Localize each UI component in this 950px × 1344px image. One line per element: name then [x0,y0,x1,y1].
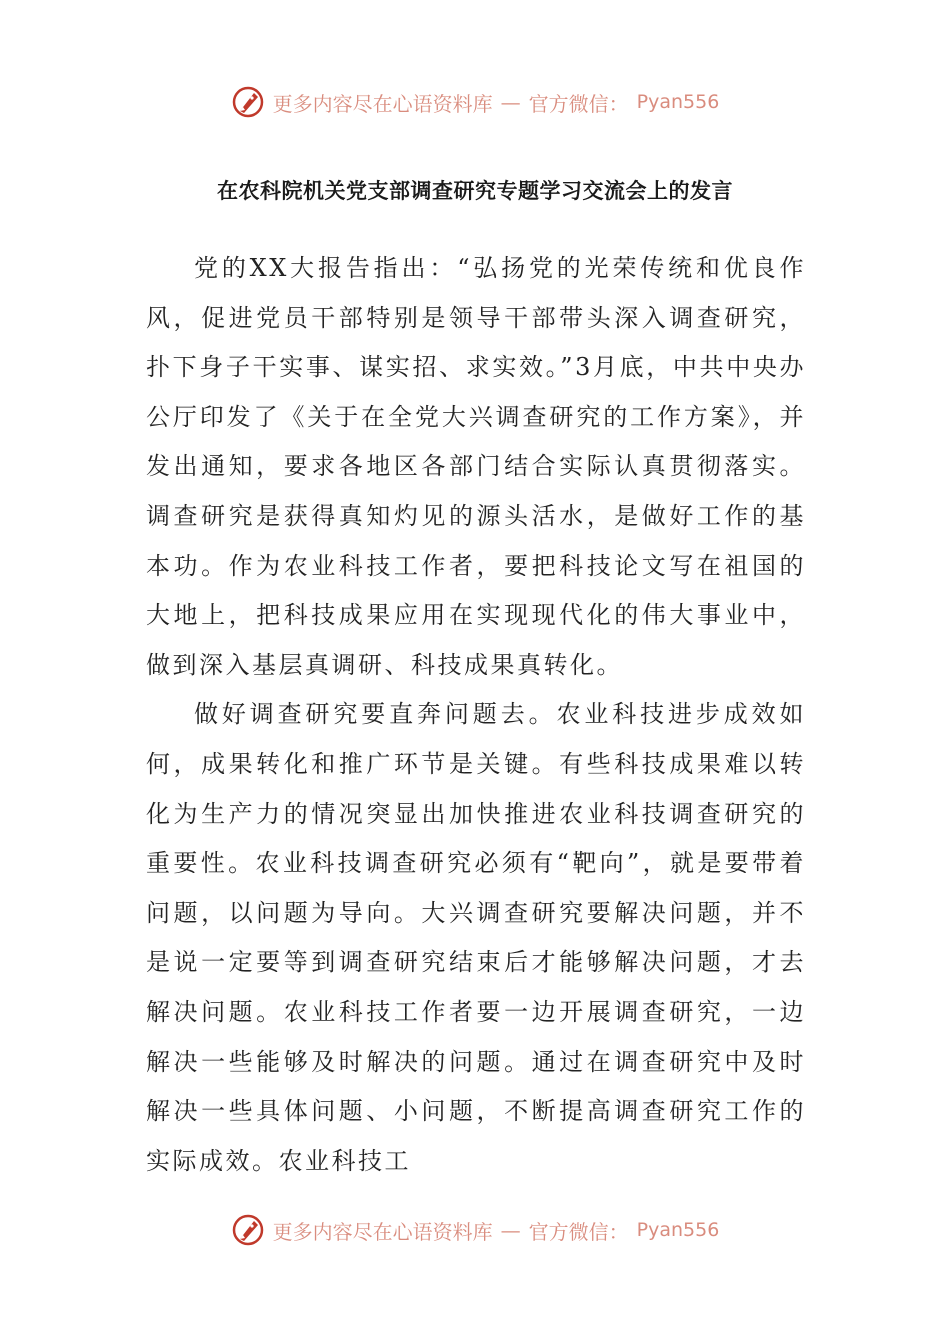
footer-separator: — [500,1218,521,1242]
header-banner [0,82,950,122]
pen-nib-logo-icon [231,85,265,119]
document-title: 在农科院机关党支部调查研究专题学习交流会上的发言 [217,179,733,203]
footer-wechat-label: 官方微信： [528,1219,629,1244]
header-brand-text: 更多内容尽在心语资料库 [272,91,493,116]
header-separator: — [500,90,521,114]
footer-banner [0,1210,950,1250]
paragraph-2: 做好调查研究要直奔问题去。农业科技进步成效如何，成果转化和推广环节是关键。有些科技成果难以转化为生产力的情况突显出加快推进农业科技调查研究的重要性。农业科技调查研究必须有“靶向”，就是要带着问题，以问题为导向。大兴调查研究要解决问题，并不是说一定要等到调查研究结束后才能够解决问题，才去解决问题。农业科技工作者要一边开展调查研究，一边解决一些能够及时解决的问题。通过在调查研究中及时解决一些具体问题、小问题，不断提高调查研究工作的实际成效。农业科技工 [146,700,806,1175]
document-body [146,244,806,1186]
header-wechat-id: Pyan556 [636,91,720,113]
header-wechat-label: 官方微信： [528,91,629,116]
footer-brand-text: 更多内容尽在心语资料库 [272,1219,493,1244]
pen-nib-logo-icon [231,1213,265,1247]
paragraph-1: 党的XX大报告指出：“弘扬党的光荣传统和优良作风，促进党员干部特别是领导干部带头深入调查研究，扑下身子干实事、谋实招、求实效。”3月底，中共中央办公厅印发了《关于在全党大兴调查研究的工作方案》，并发出通知，要求各地区各部门结合实际认真贯彻落实。调查研究是获得真知灼见的源头活水，是做好工作的基本功。作为农业科技工作者，要把科技论文写在祖国的大地上，把科技成果应用在实现现代化的伟大事业中，做到深入基层真调研、科技成果真转化。 [146,254,806,679]
footer-wechat-id: Pyan556 [636,1219,720,1241]
